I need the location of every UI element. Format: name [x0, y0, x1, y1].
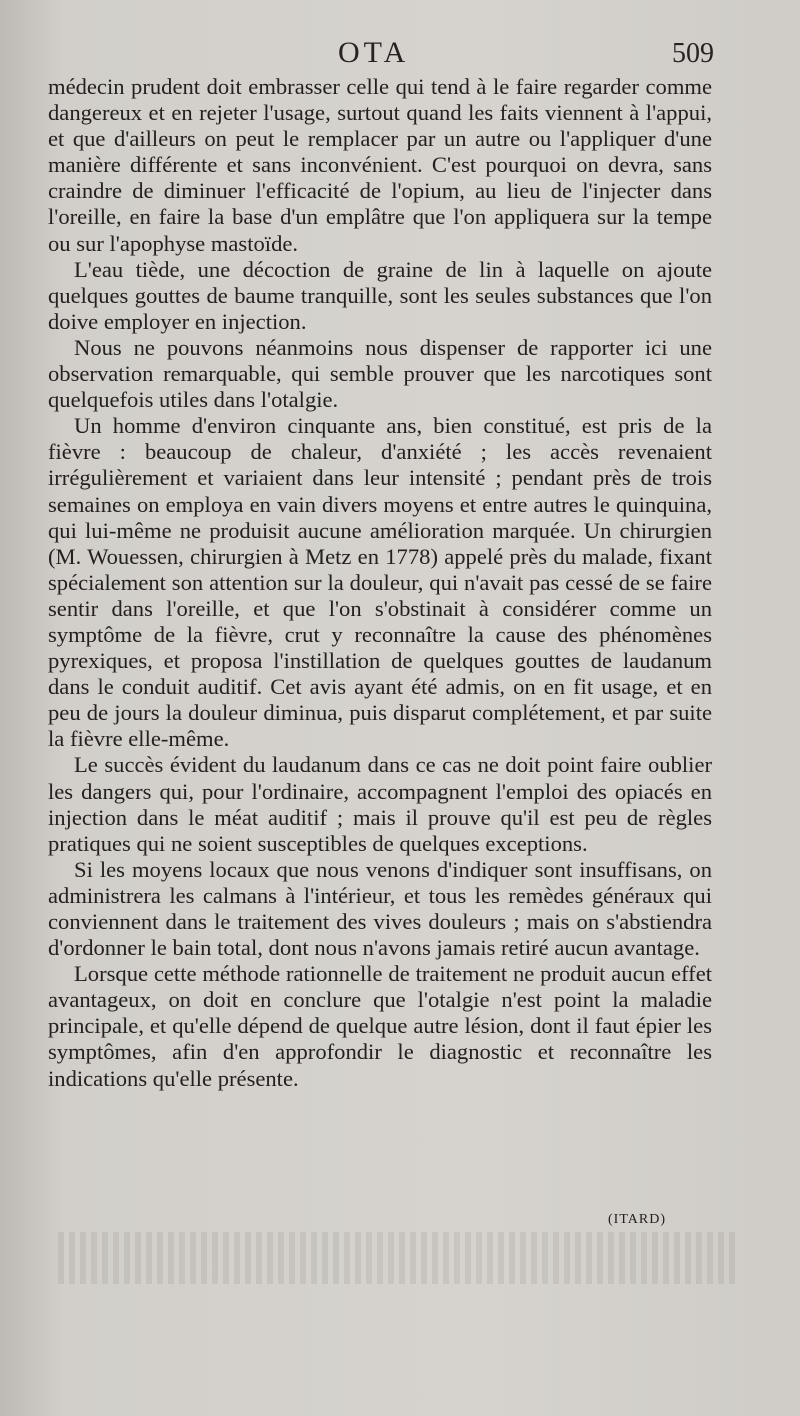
paragraph-case-report: Un homme d'environ cinquante ans, bien constitué, est pris de la fièvre : beaucoup de chaleur, d'anxiété ; les accès revenaient irrégulièrement et variaient dans leur intensité ; pendant près de trois semaines on employa en vain divers moyens et entre autres le quinquina, qui lui-même ne produisit aucune amélioration marquée. Un chirurgien (M. Wouessen, chirurgien à Metz en 1778) appelé près du malade, fixant spécialement son attention sur la douleur, qui n'avait pas cessé de se faire sentir dans l'oreille, et que l'on s'obstinait à considérer comme un symptôme de la fièvre, crut y reconnaître la cause des phénomènes pyrexiques, et proposa l'instillation de quelques gouttes de laudanum dans le conduit auditif. Cet avis ayant été admis, on en fit usage, et en peu de jours la douleur diminua, puis disparut complétement, et par suite la fièvre elle-même. — [48, 413, 712, 752]
paragraph-conclusion: Lorsque cette méthode rationnelle de traitement ne produit aucun effet avantageux, on doit en conclure que l'otalgie n'est point la maladie principale, et qu'elle dépend de quelque autre lésion, dont il faut épier les symptômes, afin d'en approfondir le diagnostic et reconnaître les indications qu'elle présente. — [48, 961, 712, 1091]
bleed-through-shadow — [58, 1258, 738, 1284]
paragraph-laudanum-success: Le succès évident du laudanum dans ce cas ne doit point faire oublier les dangers qui, pour l'ordinaire, accompagnent l'emploi des opiacés en injection dans le méat auditif ; mais il prouve qu'il est peu de règles pratiques qui ne soient susceptibles de quelques exceptions. — [48, 752, 712, 856]
body-text — [48, 74, 712, 1092]
author-signature: (ITARD) — [608, 1212, 666, 1227]
paragraph-internal-remedies: Si les moyens locaux que nous venons d'indiquer sont insuffisans, on administrera les calmans à l'intérieur, et tous les remèdes généraux qui conviennent dans le traitement des vives douleurs ; mais on s'abstiendra d'ordonner le bain total, dont nous n'avons jamais retiré aucun avantage. — [48, 856, 712, 961]
bleed-through-shadow — [58, 1232, 738, 1258]
page-header — [48, 36, 714, 76]
paragraph-observation-intro: Nous ne pouvons néanmoins nous dispenser de rapporter ici une observation remarquable, qui semble prouver que les narcotiques sont quelquefois utiles dans l'otalgie. — [48, 334, 712, 413]
paragraph-injection-substances: L'eau tiède, une décoction de graine de lin à laquelle on ajoute quelques gouttes de baume tranquille, sont les seules substances que l'on doive employer en injection. — [48, 256, 712, 334]
paragraph-continuation: médecin prudent doit embrasser celle qui tend à le faire regarder comme dangereux et en rejeter l'usage, surtout quand les faits viennent à l'appui, et que d'ailleurs on peut le remplacer par un autre ou l'appliquer d'une manière différente et sans inconvénient. C'est pourquoi on devra, sans craindre de diminuer l'efficacité de l'opium, au lieu de l'injecter dans l'oreille, en faire la base d'un emplâtre que l'on appliquera sur la tempe ou sur l'apophyse mastoïde. — [48, 74, 712, 256]
running-title: OTA — [338, 36, 410, 69]
page-number: 509 — [672, 38, 714, 69]
